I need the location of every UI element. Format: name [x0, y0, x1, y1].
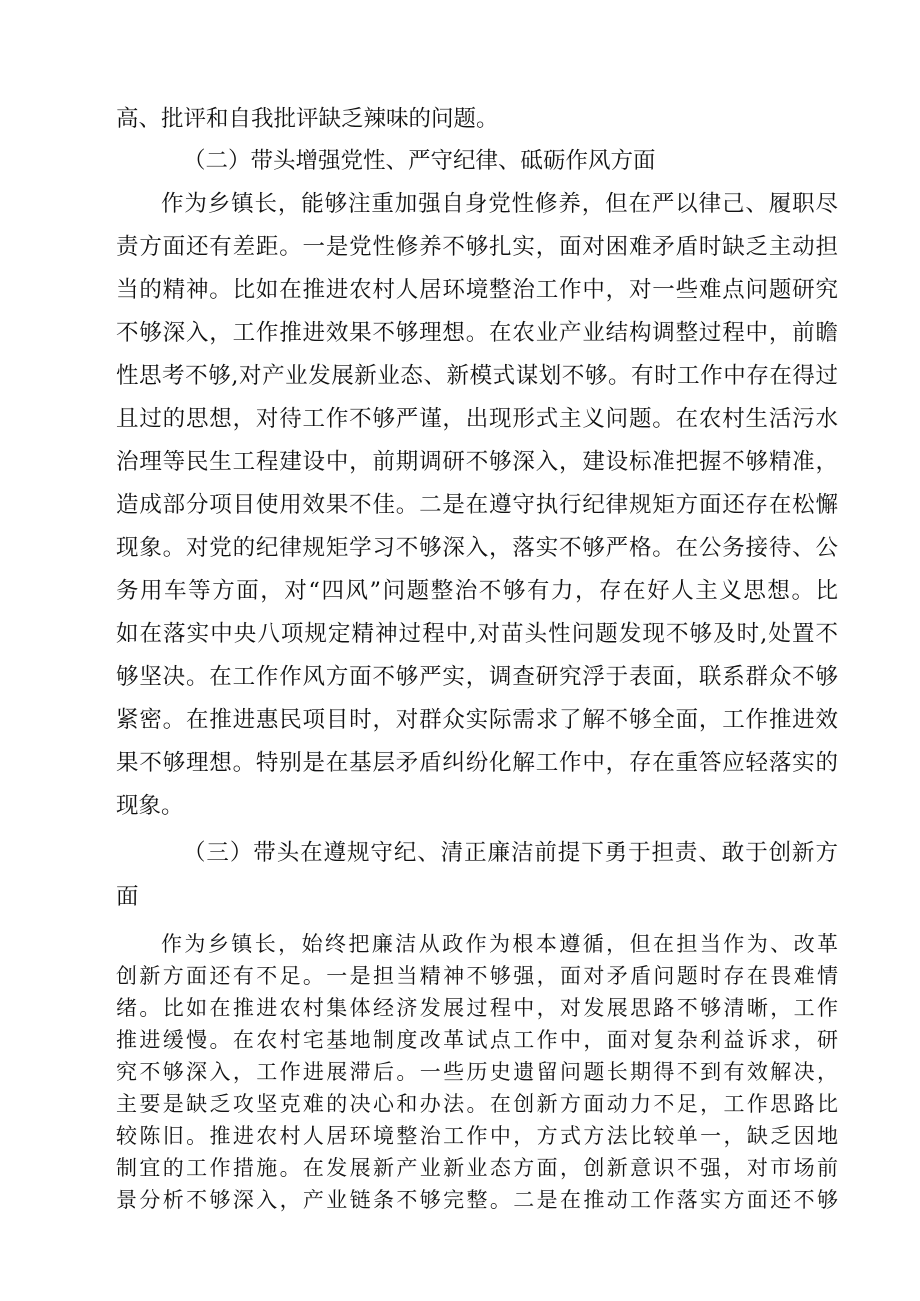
section-heading-2: （二）带头增强党性、严守纪律、砥砺作风方面	[183, 148, 656, 174]
paragraph-line: 造成部分项目使用效果不佳。二是在遵守执行纪律规矩方面还存在松懈	[116, 492, 838, 518]
paragraph-line: 够坚决。在工作作风方面不够严实，调查研究浮于表面，联系群众不够	[116, 664, 838, 690]
paragraph-line: 务用车等方面，对“四风”问题整治不够有力，存在好人主义思想。比	[116, 578, 838, 604]
paragraph-line: 当的精神。比如在推进农村人居环境整治工作中，对一些难点问题研究	[116, 277, 838, 303]
paragraph-line: 景分析不够深入，产业链条不够完整。二是在推动工作落实方面还不够	[116, 1188, 838, 1212]
paragraph-line: 现象。对党的纪律规矩学习不够深入，落实不够严格。在公务接待、公	[116, 535, 838, 561]
paragraph-line: 究不够深入，工作进展滞后。一些历史遗留问题长期得不到有效解决，	[116, 1060, 838, 1084]
paragraph-line: 果不够理想。特别是在基层矛盾纠纷化解工作中，存在重答应轻落实的	[116, 750, 838, 776]
section-heading-3-continued: 面	[116, 884, 139, 910]
paragraph-line: 制宜的工作措施。在发展新产业新业态方面，创新意识不强，对市场前	[116, 1156, 838, 1180]
paragraph-line: 且过的思想，对待工作不够严谨，出现形式主义问题。在农村生活污水	[116, 406, 838, 432]
paragraph-line: 作为乡镇长，能够注重加强自身党性修养，但在严以律己、履职尽	[161, 191, 838, 217]
paragraph-line: 如在落实中央八项规定精神过程中,对苗头性问题发现不够及时,处置不	[116, 621, 838, 647]
paragraph-line: 紧密。在推进惠民项目时，对群众实际需求了解不够全面，工作推进效	[116, 707, 838, 733]
paragraph-line: 现象。	[116, 793, 184, 819]
paragraph-line: 作为乡镇长，始终把廉洁从政作为根本遵循，但在担当作为、改革	[161, 932, 838, 956]
paragraph-line: 推进缓慢。在农村宅基地制度改革试点工作中，面对复杂利益诉求，研	[116, 1028, 838, 1052]
paragraph-line: 不够深入，工作推进效果不够理想。在农业产业结构调整过程中，前瞻	[116, 320, 838, 346]
paragraph-line: 性思考不够,对产业发展新业态、新模式谋划不够。有时工作中存在得过	[116, 363, 838, 389]
paragraph-line: 高、批评和自我批评缺乏辣味的问题。	[116, 106, 499, 132]
paragraph-line: 绪。比如在推进农村集体经济发展过程中，对发展思路不够清晰，工作	[116, 996, 838, 1020]
paragraph-line: 创新方面还有不足。一是担当精神不够强，面对矛盾问题时存在畏难情	[116, 964, 838, 988]
paragraph-line: 较陈旧。推进农村人居环境整治工作中，方式方法比较单一，缺乏因地	[116, 1124, 838, 1148]
paragraph-line: 主要是缺乏攻坚克难的决心和办法。在创新方面动力不足，工作思路比	[116, 1092, 838, 1116]
paragraph-line: 责方面还有差距。一是党性修养不够扎实，面对困难矛盾时缺乏主动担	[116, 234, 838, 260]
paragraph-line: 治理等民生工程建设中，前期调研不够深入，建设标准把握不够精准，	[116, 449, 838, 475]
section-heading-3: （三）带头在遵规守纪、清正廉洁前提下勇于担责、敢于创新方	[183, 840, 838, 866]
